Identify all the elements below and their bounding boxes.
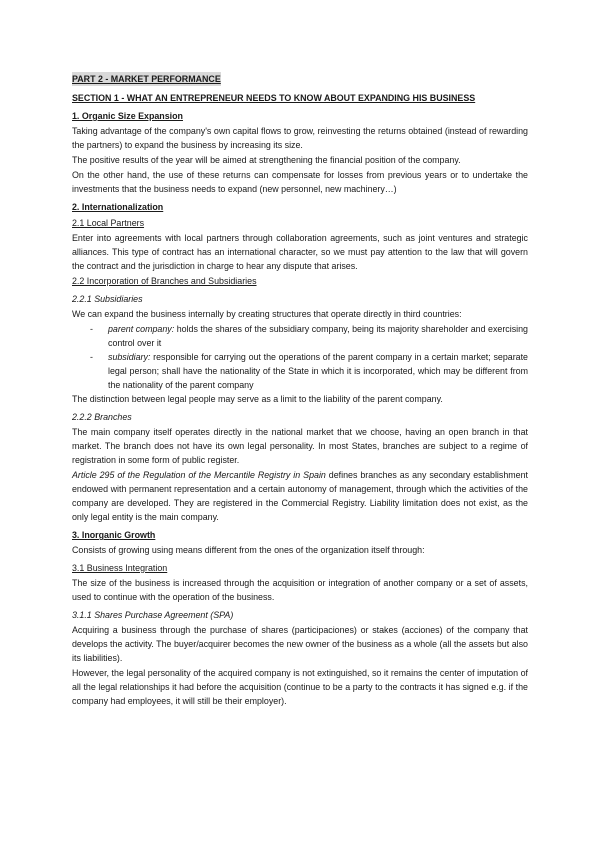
heading-business-integration: 3.1 Business Integration [72, 563, 168, 573]
paragraph: We can expand the business internally by creating structures that operate directly in third countries: [72, 309, 462, 319]
bullet-term: subsidiary: [108, 352, 151, 362]
paragraph: Consists of growing using means different from the ones of the organization itself through: [72, 545, 425, 555]
heading-subsidiaries: 2.2.1 Subsidiaries [72, 294, 143, 304]
paragraph-text: defines branches as any secondary establishment endowed with permanent representation and a certain autonomy of management, through which the activities of the company are developed. They are registered in the Commercial Registry. Liability limitation does not exist, as the only legal entity is the main company. [72, 470, 528, 522]
heading-organic-growth: 1. Organic Size Expansion [72, 111, 183, 121]
regulation-citation: Article 295 of the Regulation of the Mercantile Registry in Spain [72, 470, 326, 480]
paragraph: The positive results of the year will be aimed at strengthening the financial position of the company. [72, 155, 461, 165]
part-title: PART 2 - MARKET PERFORMANCE [72, 74, 221, 84]
heading-local-partners: 2.1 Local Partners [72, 218, 145, 228]
paragraph: The size of the business is increased through the acquisition or integration of another company or a set of assets, used to continue with the operation of the business. [72, 578, 528, 602]
paragraph: Enter into agreements with local partners through collaboration agreements, such as joint ventures and strategic alliances. This type of contract has an international character, so we must pay attention to the law that will govern the contract and the jurisdiction in charge to hear any dispute that arises. [72, 233, 528, 271]
heading-internationalization: 2. Internationalization [72, 202, 164, 212]
bullet-dash: - [90, 352, 93, 362]
bullet-term: parent company: [108, 324, 175, 334]
bullet-item [72, 350, 528, 392]
section-title: SECTION 1 - WHAT AN ENTREPRENEUR NEEDS TO KNOW ABOUT EXPANDING HIS BUSINESS [72, 93, 476, 103]
bullet-text: holds the shares of the subsidiary company, being its majority shareholder and exercising control over it [108, 324, 528, 348]
paragraph: Acquiring a business through the purchase of shares (participaciones) or stakes (acciones) of the company that develops the activity. The buyer/acquirer becomes the new owner of the business as a whole (all the assets but also its liabilities). [72, 625, 528, 663]
bullet-item [72, 322, 528, 350]
bullet-dash: - [90, 324, 93, 334]
paragraph: The main company itself operates directly in the national market that we choose, having an open branch in that market. The branch does not have its own legal personality. In most States, branches are subject to a regime of registration in some form of public register. [72, 427, 528, 465]
paragraph: On the other hand, the use of these returns can compensate for losses from previous years or to undertake the investments that the business needs to expand (new personnel, new machinery…) [72, 170, 528, 194]
heading-branches-subsidiaries: 2.2 Incorporation of Branches and Subsidiaries [72, 276, 257, 286]
paragraph: However, the legal personality of the acquired company is not extinguished, so it remains the center of imputation of all the legal relationships it had before the acquisition (continue to be a party to the contracts it has signed e.g. if the company had employees, it will still be their employer). [72, 668, 528, 706]
heading-spa: 3.1.1 Shares Purchase Agreement (SPA) [72, 610, 234, 620]
heading-branches: 2.2.2 Branches [72, 412, 132, 422]
bullet-text: responsible for carrying out the operations of the parent company in a certain market; separate legal person; shall have the nationality of the State in which it is incorporated, which may be different from the nationality of the parent company [108, 352, 528, 390]
paragraph [72, 468, 528, 524]
paragraph: The distinction between legal people may serve as a limit to the liability of the parent company. [72, 394, 443, 404]
document-page [72, 72, 528, 709]
heading-inorganic-growth: 3. Inorganic Growth [72, 530, 156, 540]
paragraph: Taking advantage of the company's own capital flows to grow, reinvesting the returns obtained (instead of rewarding the partners) to expand the business by increasing its size. [72, 126, 528, 150]
